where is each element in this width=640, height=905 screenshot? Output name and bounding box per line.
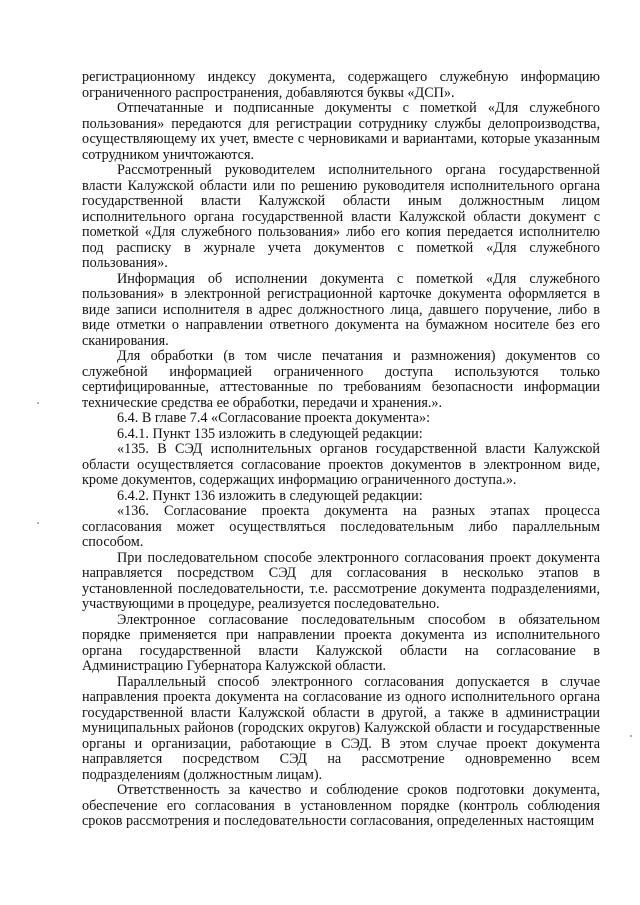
paragraph-item-6-4-1: 6.4.1. Пункт 135 изложить в следующей редакции: [117, 425, 423, 442]
paragraph-dsp-registration: Отпечатанные и подписанные документы с пометкой «Для служебного пользования» передаются для регистрации сотруднику службы делопроизводства, осуществляющему их учет, вместе с черновиками и вариантами, которые указанным сотрудником уничтожаются. [82, 100, 600, 163]
document-page [82, 70, 600, 830]
scan-speck [630, 735, 632, 737]
paragraph-continuation: регистрационному индексу документа, содержащего служебную информацию ограниченного распространения, добавляются буквы «ДСП». [82, 69, 600, 101]
paragraph-item-6-4: 6.4. В главе 7.4 «Согласование проекта документа»: [117, 410, 431, 426]
paragraph-mandatory-sequential: Электронное согласование последовательным способом в обязательном порядке применяется при направлении проекта документа из исполнительного органа государственной власти Калужской области на согласование в Администрацию Губернатора Калужской области. [82, 611, 600, 674]
paragraph-parallel-approval: Параллельный способ электронного согласования допускается в случае направления проекта документа на согласование из одного исполнительного органа государственной власти Калужской области в другой, а также в администрации муниципальных районов (городских округов) Калужской области и государственные органы и организации, работающие в СЭД. В этом случае проект документа направляется посредством СЭД на рассмотрение одновременно всем подразделениям (должностным лицам). [82, 673, 600, 783]
scan-speck [37, 522, 39, 524]
paragraph-dsp-execution-info: Информация об исполнении документа с пометкой «Для служебного пользования» в электронной регистрационной карточке документа оформляется в виде записи исполнителя в адрес должностного лица, давшего поручение, либо в виде отметки о направлении ответного документа на бумажном носителе без его сканирования. [82, 270, 600, 349]
scan-speck [37, 402, 39, 404]
paragraph-clause-136: «136. Согласование проекта документа на разных этапах процесса согласования может осуществляться последовательным либо параллельным способом. [82, 503, 600, 550]
paragraph-responsibility: Ответственность за качество и соблюдение сроков подготовки документа, обеспечение его согласования в установленном порядке (контроль соблюдения сроков рассмотрения и последовательности согласования, определенных настоящим [82, 782, 600, 829]
paragraph-dsp-transfer: Рассмотренный руководителем исполнительного органа государственной власти Калужской области или по решению руководителя исполнительного органа государственной власти Калужской области иным должностным лицом исполнительного органа государственной власти Калужской области документ с пометкой «Для служебного пользования» либо его копия передается исполнителю под расписку в журнале учета документов с пометкой «Для служебного пользования». [82, 162, 600, 271]
paragraph-item-6-4-2: 6.4.2. Пункт 136 изложить в следующей редакции: [117, 487, 423, 504]
paragraph-dsp-processing: Для обработки (в том числе печатания и размножения) документов со служебной информацией ограниченного доступа используются только сертифицированные, аттестованные по требованиям безопасности информации технические средства ее обработки, передачи и хранения.». [82, 348, 600, 411]
paragraph-sequential-approval: При последовательном способе электронного согласования проект документа направляется посредством СЭД для согласования в несколько этапов в установленной последовательности, т.е. рассмотрение документа подразделениями, участвующими в процедуре, реализуется последовательно. [82, 549, 600, 612]
paragraph-clause-135: «135. В СЭД исполнительных органов государственной власти Калужской области осуществляется согласование проектов документов в электронном виде, кроме документов, содержащих информацию ограниченного доступа.». [82, 441, 600, 488]
